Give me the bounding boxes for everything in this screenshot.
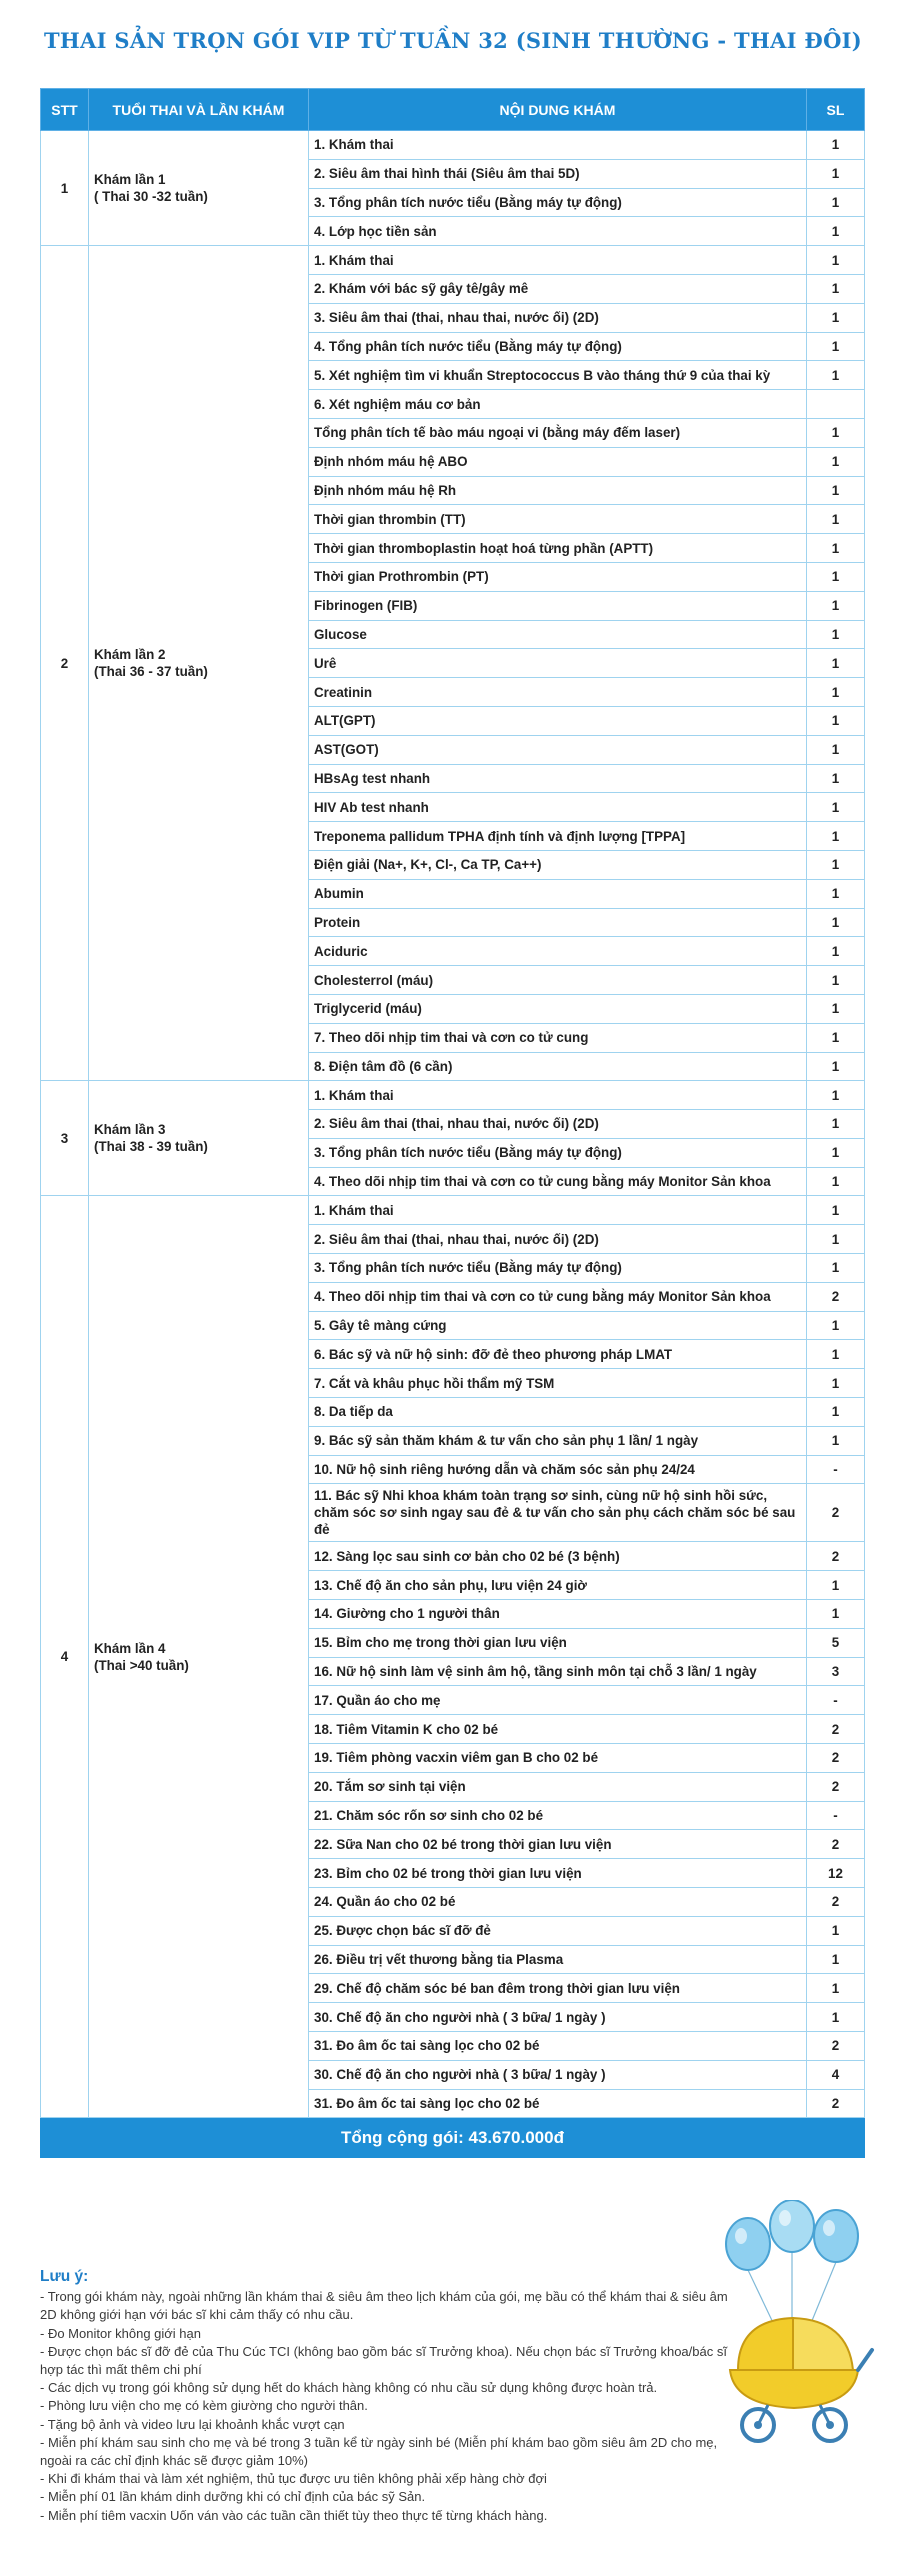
table-body — [41, 131, 865, 2158]
item-content: 23. Bỉm cho 02 bé trong thời gian lưu viện — [309, 1859, 807, 1888]
item-content: 2. Khám với bác sỹ gây tê/gây mê — [309, 274, 807, 303]
visit-gestation: ( Thai 30 -32 tuần) — [94, 189, 208, 205]
item-content: Định nhóm máu hệ Rh — [309, 476, 807, 505]
item-content: Abumin — [309, 879, 807, 908]
note-line: - Đo Monitor không giới hạn — [40, 2325, 201, 2341]
visit-label — [89, 246, 309, 1081]
visit-gestation: (Thai >40 tuần) — [94, 1657, 189, 1673]
item-quantity: 1 — [807, 1081, 865, 1110]
table-header-row — [41, 89, 865, 131]
item-quantity: 1 — [807, 620, 865, 649]
item-quantity: 4 — [807, 2060, 865, 2089]
item-quantity: 1 — [807, 1311, 865, 1340]
item-content: 3. Siêu âm thai (thai, nhau thai, nước ối) (2D) — [309, 303, 807, 332]
item-quantity: 1 — [807, 1945, 865, 1974]
pram-body-icon — [730, 2370, 858, 2408]
item-content: Protein — [309, 908, 807, 937]
visit-number: 4 — [41, 1196, 89, 2118]
item-content: 14. Giường cho 1 người thân — [309, 1600, 807, 1629]
item-quantity: - — [807, 1686, 865, 1715]
item-content: 1. Khám thai — [309, 1196, 807, 1225]
visit-title: Khám lần 1 — [94, 172, 166, 188]
item-content: HIV Ab test nhanh — [309, 793, 807, 822]
visit-gestation: (Thai 38 - 39 tuần) — [94, 1139, 208, 1155]
item-content: 1. Khám thai — [309, 246, 807, 275]
item-quantity: 1 — [807, 966, 865, 995]
item-quantity: 1 — [807, 562, 865, 591]
item-content: 16. Nữ hộ sinh làm vệ sinh âm hộ, tầng sinh môn tại chỗ 3 lần/ 1 ngày — [309, 1657, 807, 1686]
total-price: Tổng cộng gói: 43.670.000đ — [41, 2118, 865, 2158]
item-content: 15. Bỉm cho mẹ trong thời gian lưu viện — [309, 1628, 807, 1657]
item-quantity: 1 — [807, 764, 865, 793]
table-row — [41, 1196, 865, 1225]
item-quantity: 1 — [807, 217, 865, 246]
item-content: 20. Tắm sơ sinh tại viện — [309, 1772, 807, 1801]
notes-heading: Lưu ý: — [40, 2268, 89, 2285]
item-content: 29. Chế độ chăm sóc bé ban đêm trong thời gian lưu viện — [309, 1974, 807, 2003]
balloon-icon — [726, 2218, 770, 2270]
total-row — [41, 2118, 865, 2158]
item-content: 4. Theo dõi nhịp tim thai và cơn co tử cung bằng máy Monitor Sản khoa — [309, 1282, 807, 1311]
item-content: Aciduric — [309, 937, 807, 966]
item-content: 2. Siêu âm thai (thai, nhau thai, nước ối) (2D) — [309, 1110, 807, 1139]
note-line: - Tặng bộ ảnh và video lưu lại khoảnh khắc vượt cạn — [40, 2416, 345, 2432]
item-content: 21. Chăm sóc rốn sơ sinh cho 02 bé — [309, 1801, 807, 1830]
item-quantity: 1 — [807, 131, 865, 160]
balloon-icon — [770, 2200, 814, 2252]
item-content: 5. Gây tê màng cứng — [309, 1311, 807, 1340]
item-quantity: 1 — [807, 534, 865, 563]
item-quantity: - — [807, 1455, 865, 1484]
item-content: 4. Theo dõi nhịp tim thai và cơn co tử cung bằng máy Monitor Sản khoa — [309, 1167, 807, 1196]
note-line: - Phòng lưu viện cho mẹ có kèm giường cho người thân. — [40, 2398, 368, 2414]
item-content: 6. Bác sỹ và nữ hộ sinh: đỡ đẻ theo phương pháp LMAT — [309, 1340, 807, 1369]
item-quantity: 1 — [807, 1023, 865, 1052]
item-content: 4. Tổng phân tích nước tiểu (Bằng máy tự động) — [309, 332, 807, 361]
balloon-icon — [814, 2210, 858, 2262]
header-content: NỘI DUNG KHÁM — [309, 89, 807, 131]
visit-title: Khám lần 2 — [94, 647, 166, 663]
visit-number: 3 — [41, 1081, 89, 1196]
item-content: 5. Xét nghiệm tìm vi khuẩn Streptococcus B vào tháng thứ 9 của thai kỳ — [309, 361, 807, 390]
item-content: 7. Cắt và khâu phục hồi thẩm mỹ TSM — [309, 1369, 807, 1398]
note-line: - Khi đi khám thai và làm xét nghiệm, thủ tục được ưu tiên không phải xếp hàng chờ đợi — [40, 2471, 547, 2487]
item-content: 10. Nữ hộ sinh riêng hướng dẫn và chăm sóc sản phụ 24/24 — [309, 1455, 807, 1484]
visit-title: Khám lần 3 — [94, 1122, 166, 1138]
item-quantity: 1 — [807, 1916, 865, 1945]
item-content: 8. Điện tâm đồ (6 cần) — [309, 1052, 807, 1081]
header-visit: TUỔI THAI VÀ LẦN KHÁM — [89, 89, 309, 131]
item-content: Urê — [309, 649, 807, 678]
table-row — [41, 246, 865, 275]
item-content: HBsAg test nhanh — [309, 764, 807, 793]
item-quantity: 2 — [807, 1715, 865, 1744]
item-quantity: 1 — [807, 332, 865, 361]
item-content: 31. Đo âm ốc tai sàng lọc cho 02 bé — [309, 2032, 807, 2061]
item-content: 2. Siêu âm thai hình thái (Siêu âm thai 5D) — [309, 159, 807, 188]
item-content: 6. Xét nghiệm máu cơ bản — [309, 390, 807, 419]
item-quantity — [807, 390, 865, 419]
baby-pram-illustration — [708, 2200, 878, 2450]
item-quantity: 1 — [807, 505, 865, 534]
visit-number: 2 — [41, 246, 89, 1081]
item-content: 17. Quần áo cho mẹ — [309, 1686, 807, 1715]
item-quantity: - — [807, 1801, 865, 1830]
item-quantity: 1 — [807, 649, 865, 678]
item-quantity: 1 — [807, 879, 865, 908]
item-content: 22. Sữa Nan cho 02 bé trong thời gian lưu viện — [309, 1830, 807, 1859]
item-quantity: 2 — [807, 1888, 865, 1917]
item-quantity: 1 — [807, 418, 865, 447]
item-quantity: 1 — [807, 1571, 865, 1600]
item-quantity: 1 — [807, 2003, 865, 2032]
item-quantity: 12 — [807, 1859, 865, 1888]
item-quantity: 2 — [807, 1772, 865, 1801]
item-content: Creatinin — [309, 678, 807, 707]
item-content: Fibrinogen (FIB) — [309, 591, 807, 620]
item-content: 25. Được chọn bác sĩ đỡ đẻ — [309, 1916, 807, 1945]
item-quantity: 1 — [807, 850, 865, 879]
item-quantity: 2 — [807, 1282, 865, 1311]
item-content: 3. Tổng phân tích nước tiểu (Bằng máy tự động) — [309, 1254, 807, 1283]
item-content: 7. Theo dõi nhịp tim thai và cơn co tử cung — [309, 1023, 807, 1052]
item-quantity: 1 — [807, 1600, 865, 1629]
item-quantity: 2 — [807, 1542, 865, 1571]
item-content: 24. Quần áo cho 02 bé — [309, 1888, 807, 1917]
package-table — [40, 88, 865, 2158]
visit-gestation: (Thai 36 - 37 tuần) — [94, 664, 208, 680]
item-content: 12. Sàng lọc sau sinh cơ bản cho 02 bé (3 bệnh) — [309, 1542, 807, 1571]
item-quantity: 1 — [807, 274, 865, 303]
item-quantity: 1 — [807, 1254, 865, 1283]
item-quantity: 2 — [807, 1830, 865, 1859]
item-quantity: 1 — [807, 303, 865, 332]
note-line: - Được chọn bác sĩ đỡ đẻ của Thu Cúc TCI (không bao gồm bác sĩ Trưởng khoa). Nếu chọn bác sĩ Trưởng khoa/bác sĩ hợp tác thì mất thêm chi phí — [40, 2343, 727, 2378]
item-content: Định nhóm máu hệ ABO — [309, 447, 807, 476]
item-quantity: 1 — [807, 994, 865, 1023]
table-row — [41, 131, 865, 160]
item-content: 31. Đo âm ốc tai sàng lọc cho 02 bé — [309, 2089, 807, 2118]
item-content: 9. Bác sỹ sản thăm khám & tư vấn cho sản phụ 1 lần/ 1 ngày — [309, 1426, 807, 1455]
item-quantity: 1 — [807, 1052, 865, 1081]
item-content: 30. Chế độ ăn cho người nhà ( 3 bữa/ 1 ngày ) — [309, 2003, 807, 2032]
item-quantity: 1 — [807, 1974, 865, 2003]
item-content: 18. Tiêm Vitamin K cho 02 bé — [309, 1715, 807, 1744]
item-quantity: 1 — [807, 188, 865, 217]
item-content: 3. Tổng phân tích nước tiểu (Bằng máy tự động) — [309, 188, 807, 217]
item-quantity: 1 — [807, 822, 865, 851]
item-content: ALT(GPT) — [309, 706, 807, 735]
item-content: Thời gian thromboplastin hoạt hoá từng phần (APTT) — [309, 534, 807, 563]
item-quantity: 1 — [807, 1225, 865, 1254]
item-quantity: 1 — [807, 735, 865, 764]
item-content: Treponema pallidum TPHA định tính và định lượng [TPPA] — [309, 822, 807, 851]
visit-title: Khám lần 4 — [94, 1640, 166, 1656]
item-quantity: 1 — [807, 678, 865, 707]
item-quantity: 1 — [807, 793, 865, 822]
item-content: 26. Điều trị vết thương bằng tia Plasma — [309, 1945, 807, 1974]
item-quantity: 1 — [807, 1196, 865, 1225]
header-qty: SL — [807, 89, 865, 131]
item-quantity: 1 — [807, 361, 865, 390]
item-content: Điện giải (Na+, K+, Cl-, Ca TP, Ca++) — [309, 850, 807, 879]
note-line: - Các dịch vụ trong gói không sử dụng hết do khách hàng không có nhu cầu sử dụng không được hoàn trả. — [40, 2380, 658, 2396]
note-line: - Miễn phí khám sau sinh cho mẹ và bé trong 3 tuần kể từ ngày sinh bé (Miễn phí khám bao gồm siêu âm 2D cho mẹ, ngoài ra các chỉ định khác sẽ được giảm 10%) — [40, 2434, 718, 2469]
item-content: 19. Tiêm phòng vacxin viêm gan B cho 02 bé — [309, 1744, 807, 1773]
visit-label — [89, 1081, 309, 1196]
item-content: 1. Khám thai — [309, 131, 807, 160]
item-quantity: 1 — [807, 447, 865, 476]
visit-number: 1 — [41, 131, 89, 246]
item-quantity: 1 — [807, 1340, 865, 1369]
item-content: 8. Da tiếp da — [309, 1398, 807, 1427]
header-stt: STT — [41, 89, 89, 131]
notes-list — [40, 2288, 740, 2525]
item-quantity: 2 — [807, 1484, 865, 1542]
item-quantity: 5 — [807, 1628, 865, 1657]
item-content: 1. Khám thai — [309, 1081, 807, 1110]
item-quantity: 1 — [807, 1167, 865, 1196]
item-quantity: 1 — [807, 1138, 865, 1167]
item-quantity: 1 — [807, 1369, 865, 1398]
item-content: 3. Tổng phân tích nước tiểu (Bằng máy tự động) — [309, 1138, 807, 1167]
item-quantity: 1 — [807, 908, 865, 937]
item-quantity: 1 — [807, 246, 865, 275]
item-content: Triglycerid (máu) — [309, 994, 807, 1023]
table-row — [41, 1081, 865, 1110]
note-line: - Trong gói khám này, ngoài những lần khám thai & siêu âm theo lịch khám của gói, mẹ bầu có thể khám thai & siêu âm 2D không giới hạn với bác sĩ khi cảm thấy có nhu cầu. — [40, 2289, 728, 2323]
item-quantity: 1 — [807, 937, 865, 966]
note-line: - Miễn phí tiêm vacxin Uốn ván vào các tuần cần thiết tùy theo thực tế từng khách hàng. — [40, 2507, 548, 2523]
item-content: Thời gian thrombin (TT) — [309, 505, 807, 534]
notes-section — [40, 2268, 740, 2525]
item-content: Thời gian Prothrombin (PT) — [309, 562, 807, 591]
item-content: 30. Chế độ ăn cho người nhà ( 3 bữa/ 1 ngày ) — [309, 2060, 807, 2089]
visit-label — [89, 131, 309, 246]
item-content: AST(GOT) — [309, 735, 807, 764]
item-quantity: 2 — [807, 2032, 865, 2061]
item-content: Glucose — [309, 620, 807, 649]
item-content: 2. Siêu âm thai (thai, nhau thai, nước ối) (2D) — [309, 1225, 807, 1254]
page-title: THAI SẢN TRỌN GÓI VIP TỪ TUẦN 32 (SINH THƯỜNG - THAI ĐÔI) — [43, 28, 863, 53]
item-quantity: 1 — [807, 1110, 865, 1139]
item-content: 11. Bác sỹ Nhi khoa khám toàn trạng sơ sinh, cùng nữ hộ sinh hồi sức, chăm sóc sơ sinh ngay sau đẻ & tư vấn cho sản phụ cách chăm sóc bé sau đẻ — [309, 1484, 807, 1542]
item-quantity: 1 — [807, 706, 865, 735]
item-quantity: 1 — [807, 476, 865, 505]
item-quantity: 2 — [807, 1744, 865, 1773]
item-quantity: 2 — [807, 2089, 865, 2118]
item-quantity: 1 — [807, 1398, 865, 1427]
pram-hood-icon — [738, 2318, 793, 2370]
item-content: Tổng phân tích tế bào máu ngoại vi (bằng máy đếm laser) — [309, 418, 807, 447]
item-quantity: 1 — [807, 1426, 865, 1455]
note-line: - Miễn phí 01 lần khám dinh dưỡng khi có chỉ định của bác sỹ Sản. — [40, 2489, 426, 2505]
item-quantity: 3 — [807, 1657, 865, 1686]
item-content: Cholesterrol (máu) — [309, 966, 807, 995]
item-content: 13. Chế độ ăn cho sản phụ, lưu viện 24 giờ — [309, 1571, 807, 1600]
visit-label — [89, 1196, 309, 2118]
item-quantity: 1 — [807, 591, 865, 620]
item-quantity: 1 — [807, 159, 865, 188]
item-content: 4. Lớp học tiền sản — [309, 217, 807, 246]
